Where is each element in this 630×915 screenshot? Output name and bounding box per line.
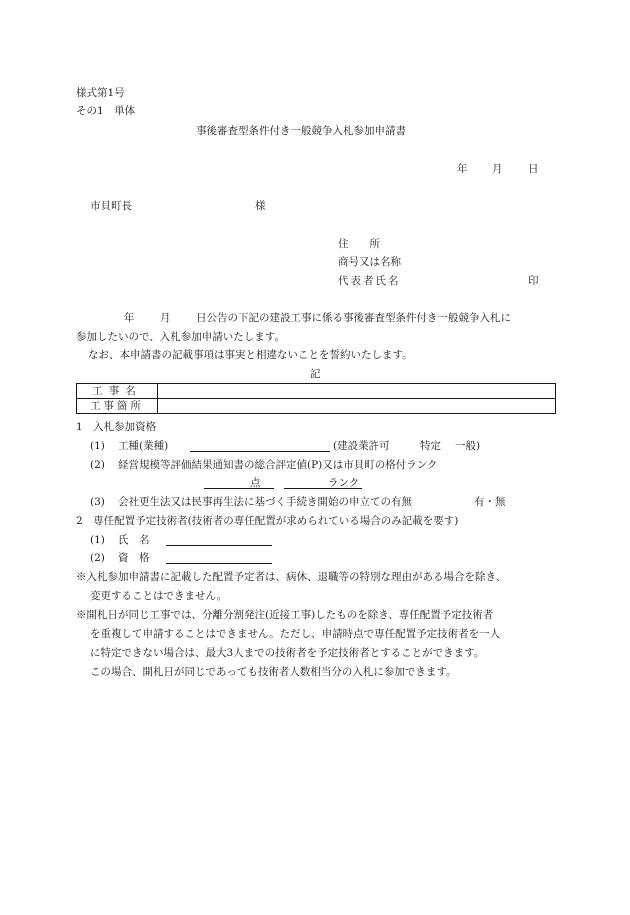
para2-oath: なお、本申請書の記載事項は事実と相違ないことを誓約いたします。 bbox=[88, 349, 413, 361]
section2-item1-number: (1) bbox=[90, 534, 105, 546]
project-name-field[interactable] bbox=[158, 384, 556, 399]
section2-item2-number: (2) bbox=[90, 552, 105, 564]
applicant-address-label: 住 所 bbox=[338, 238, 380, 250]
para1-year: 年 bbox=[124, 312, 135, 324]
rating-label: 経営規模等評価結果通知書の総合評定値(P)又は市貝町の格付ランク bbox=[118, 459, 438, 471]
section1-item1-number: (1) bbox=[90, 440, 105, 452]
seal-mark: 印 bbox=[528, 275, 539, 287]
addressee-honorific: 様 bbox=[255, 200, 266, 212]
form-sub-number: その1 単体 bbox=[76, 105, 136, 117]
applicant-company-label: 商号又は名称 bbox=[338, 256, 401, 268]
work-type-label: 工種(業種) bbox=[118, 440, 169, 452]
para1-text: 日公告の下記の建設工事に係る事後審査型条件付き一般競争入札に bbox=[196, 312, 511, 324]
engineer-name-label: 氏 名 bbox=[118, 534, 150, 546]
note2-line1: ※開札日が同じ工事では、分離分割発注(近接工事)したものを除き、専任配置予定技術者 bbox=[76, 609, 494, 621]
rank-unit: ランク bbox=[328, 477, 360, 489]
document-title: 事後審査型条件付き一般競争入札参加申請書 bbox=[196, 125, 406, 137]
note2-line2: を重複して申請することはできません。ただし、申請時点で専任配置予定技術者を一人 bbox=[90, 628, 501, 640]
para1-month: 月 bbox=[160, 312, 171, 324]
engineer-name-field[interactable] bbox=[166, 533, 272, 546]
license-tokutei: 特定 bbox=[420, 440, 441, 452]
date-year-label: 年 bbox=[457, 163, 468, 175]
note1-line2: 変更することはできません。 bbox=[90, 590, 228, 602]
project-table bbox=[76, 383, 556, 414]
note2-line3: に特定できない場合は、最大3人までの技術者を予定技術者とすることができます。 bbox=[90, 647, 485, 659]
license-label: (建設業許可 bbox=[333, 440, 390, 452]
section2-heading: 2 専任配置予定技術者(技術者の専任配置が求められている場合のみ記載を要す) bbox=[76, 515, 459, 527]
rating-point-unit: 点 bbox=[250, 477, 261, 489]
section1-item2-number: (2) bbox=[90, 459, 105, 471]
project-location-field[interactable] bbox=[158, 399, 556, 414]
section1-heading: 1 入札参加資格 bbox=[76, 421, 157, 433]
note1-line1: ※入札参加申請書に記載した配置予定者は、病休、退職等の特別な理由がある場合を除き、 bbox=[76, 571, 507, 583]
date-day-label: 日 bbox=[528, 163, 539, 175]
work-type-field[interactable] bbox=[190, 439, 330, 452]
date-month-label: 月 bbox=[492, 163, 503, 175]
table-row bbox=[77, 384, 556, 399]
form-number: 様式第1号 bbox=[76, 87, 125, 99]
engineer-qualification-label: 資 格 bbox=[118, 552, 150, 564]
license-ippan: 一般) bbox=[455, 440, 481, 452]
engineer-qualification-field[interactable] bbox=[166, 551, 272, 564]
section1-item3-number: (3) bbox=[90, 496, 105, 508]
note2-line4: この場合、開札日が同じであっても技術者人数相当分の入札に参加できます。 bbox=[90, 666, 457, 678]
table-row bbox=[77, 399, 556, 414]
addressee-name: 市貝町長 bbox=[90, 200, 132, 212]
para1-line2: 参加したいので、入札参加申請いたします。 bbox=[76, 331, 285, 343]
rating-point-field[interactable] bbox=[204, 476, 274, 489]
ki-heading: 記 bbox=[310, 368, 321, 380]
reorganization-choice[interactable]: 有・無 bbox=[474, 496, 506, 508]
project-location-label: 工事箇所 bbox=[77, 399, 158, 414]
reorganization-label: 会社更生法又は民事再生法に基づく手続き開始の申立ての有無 bbox=[118, 496, 412, 508]
applicant-representative-label: 代表者氏名 bbox=[338, 275, 401, 287]
project-name-label: 工事名 bbox=[77, 384, 158, 399]
